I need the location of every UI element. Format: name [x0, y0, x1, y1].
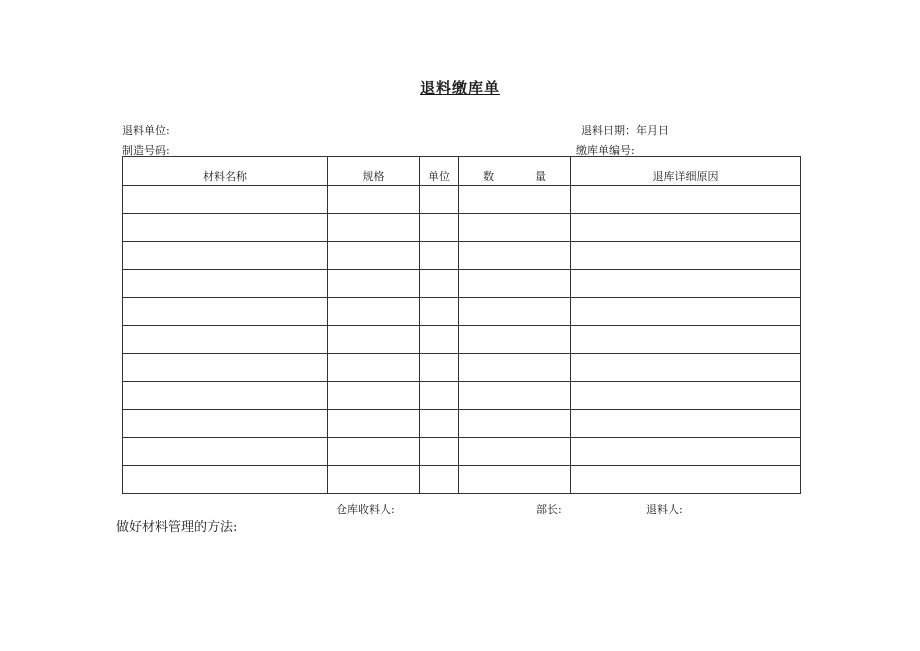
specification-cell[interactable]	[328, 242, 420, 270]
return-reason-cell[interactable]	[571, 298, 801, 326]
table-row	[123, 186, 801, 214]
return-date-label: 退料日期：年月日	[581, 124, 669, 137]
unit-cell[interactable]	[420, 270, 459, 298]
specification-cell[interactable]	[328, 214, 420, 242]
material-name-cell[interactable]	[123, 270, 328, 298]
quantity-cell[interactable]	[459, 410, 571, 438]
table-row	[123, 466, 801, 494]
material-name-cell[interactable]	[123, 466, 328, 494]
table-body	[123, 186, 801, 494]
unit-cell[interactable]	[420, 354, 459, 382]
specification-cell[interactable]	[328, 270, 420, 298]
column-header-specification: 规格	[328, 157, 420, 186]
column-header-material-name: 材料名称	[123, 157, 328, 186]
column-header-quantity	[459, 157, 571, 186]
return-reason-cell[interactable]	[571, 354, 801, 382]
table-row	[123, 270, 801, 298]
return-reason-cell[interactable]	[571, 326, 801, 354]
material-name-cell[interactable]	[123, 298, 328, 326]
quantity-cell[interactable]	[459, 270, 571, 298]
warehouse-receiver-label: 仓库收料人:	[336, 503, 395, 516]
quantity-cell[interactable]	[459, 298, 571, 326]
material-name-cell[interactable]	[123, 186, 328, 214]
quantity-header-char-2: 量	[535, 170, 546, 183]
table-row	[123, 326, 801, 354]
return-reason-cell[interactable]	[571, 186, 801, 214]
specification-cell[interactable]	[328, 438, 420, 466]
specification-cell[interactable]	[328, 382, 420, 410]
table-row	[123, 410, 801, 438]
material-name-cell[interactable]	[123, 382, 328, 410]
quantity-cell[interactable]	[459, 242, 571, 270]
table-row	[123, 382, 801, 410]
table-header-row	[123, 157, 801, 186]
return-reason-cell[interactable]	[571, 438, 801, 466]
material-name-cell[interactable]	[123, 326, 328, 354]
return-items-table	[122, 156, 801, 494]
return-reason-cell[interactable]	[571, 410, 801, 438]
quantity-cell[interactable]	[459, 438, 571, 466]
unit-cell[interactable]	[420, 242, 459, 270]
quantity-cell[interactable]	[459, 354, 571, 382]
return-reason-cell[interactable]	[571, 466, 801, 494]
return-reason-cell[interactable]	[571, 270, 801, 298]
specification-cell[interactable]	[328, 410, 420, 438]
return-reason-cell[interactable]	[571, 214, 801, 242]
column-header-return-reason: 退库详细原因	[571, 157, 801, 186]
quantity-header-char-1: 数	[483, 170, 494, 183]
specification-cell[interactable]	[328, 326, 420, 354]
table-row	[123, 298, 801, 326]
return-reason-cell[interactable]	[571, 382, 801, 410]
specification-cell[interactable]	[328, 466, 420, 494]
unit-cell[interactable]	[420, 438, 459, 466]
table-row	[123, 242, 801, 270]
quantity-cell[interactable]	[459, 466, 571, 494]
return-unit-label: 退料单位:	[122, 124, 170, 137]
unit-cell[interactable]	[420, 410, 459, 438]
material-name-cell[interactable]	[123, 410, 328, 438]
material-name-cell[interactable]	[123, 242, 328, 270]
table-row	[123, 354, 801, 382]
unit-cell[interactable]	[420, 186, 459, 214]
form-title: 退料缴库单	[419, 79, 500, 97]
unit-cell[interactable]	[420, 466, 459, 494]
manufacture-number-label: 制造号码:	[122, 144, 170, 157]
receipt-number-label: 缴库单编号:	[576, 144, 635, 157]
department-head-label: 部长:	[536, 503, 562, 516]
material-name-cell[interactable]	[123, 354, 328, 382]
unit-cell[interactable]	[420, 214, 459, 242]
returner-label: 退料人:	[646, 503, 683, 516]
unit-cell[interactable]	[420, 298, 459, 326]
material-name-cell[interactable]	[123, 438, 328, 466]
unit-cell[interactable]	[420, 326, 459, 354]
unit-cell[interactable]	[420, 382, 459, 410]
quantity-cell[interactable]	[459, 214, 571, 242]
specification-cell[interactable]	[328, 186, 420, 214]
quantity-cell[interactable]	[459, 382, 571, 410]
quantity-cell[interactable]	[459, 326, 571, 354]
column-header-unit: 单位	[420, 157, 459, 186]
table-row	[123, 438, 801, 466]
material-management-method-label: 做好材料管理的方法:	[116, 520, 238, 535]
specification-cell[interactable]	[328, 354, 420, 382]
material-name-cell[interactable]	[123, 214, 328, 242]
table-row	[123, 214, 801, 242]
quantity-cell[interactable]	[459, 186, 571, 214]
specification-cell[interactable]	[328, 298, 420, 326]
return-reason-cell[interactable]	[571, 242, 801, 270]
